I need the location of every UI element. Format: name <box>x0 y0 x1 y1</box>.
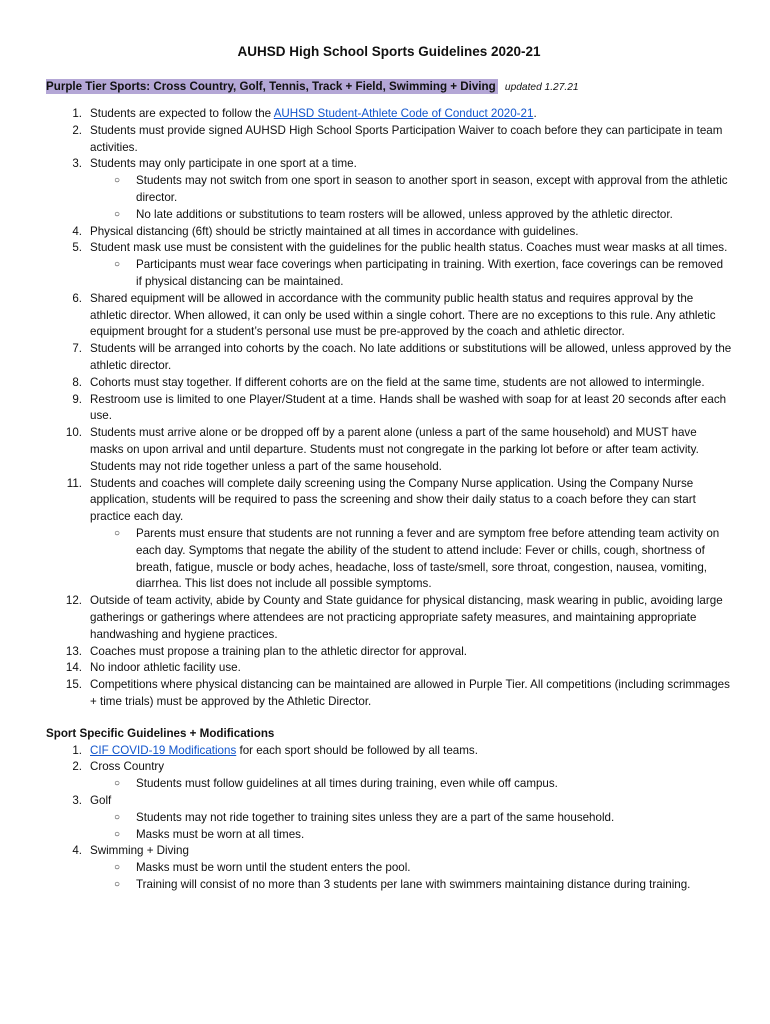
list-number: 1. <box>72 107 82 120</box>
list-item <box>46 156 732 173</box>
item-text: Students are expected to follow the <box>90 107 274 120</box>
item-text: Physical distancing (6ft) should be strictly maintained at all times in accordance with guidelines. <box>90 224 579 238</box>
list-item <box>46 677 732 711</box>
list-item <box>46 793 732 810</box>
item-text: Student mask use must be consistent with the guidelines for the public health status. Coaches must wear masks at all times. <box>90 241 728 255</box>
list-number: 4. <box>72 224 82 238</box>
list-number: 15. <box>65 678 82 692</box>
item-text: Coaches must propose a training plan to the athletic director for approval. <box>90 644 468 658</box>
sub-item-text: Parents must ensure that students are not running a fever and are symptom free before attending team activity on each day. Symptoms that negate the ability of the student to attend include: Fever or chills, cough, shortness of breath, fatigue, muscle or body aches, headache, loss of taste/smell, sore throat, congestion, nausea, vomiting, diarrhea. This list does not include all possible symptoms. <box>136 526 720 591</box>
list-number: 5. <box>72 241 82 255</box>
item-text: Outside of team activity, abide by County and State guidance for physical distancing, mask wearing in public, avoiding large gatherings or gatherings where attendees are not practicing appropriate safety measures, and maintaining appropriate handwashing and hygiene practices. <box>90 594 723 641</box>
list-number: 2. <box>72 123 82 137</box>
guidelines-list <box>46 106 732 711</box>
sub-item-text: Participants must wear face coverings when participating in training. With exertion, face coverings can be removed if physical distancing can be maintained. <box>136 258 724 288</box>
list-number: 4. <box>72 844 82 858</box>
list-number: 2. <box>72 760 82 774</box>
item-text: Students will be arranged into cohorts by the coach. No late additions or substitutions will be allowed, unless approved by the athletic director. <box>90 342 732 372</box>
sub-list-item <box>46 877 732 894</box>
item-text: Restroom use is limited to one Player/Student at a time. Hands shall be washed with soap for at least 20 seconds after each use. <box>90 392 727 423</box>
item-text: Swimming + Diving <box>90 844 189 858</box>
list-item <box>46 425 732 475</box>
sub-list-item <box>46 827 732 844</box>
sub-item-text: No late additions or substitutions to team rosters will be allowed, unless approved by the athletic director. <box>136 207 673 221</box>
list-number: 3. <box>72 157 82 171</box>
list-item <box>46 224 732 241</box>
circle-bullet-icon: ○ <box>114 527 121 539</box>
sub-list-item <box>46 526 732 593</box>
page-title: AUHSD High School Sports Guidelines 2020-21 <box>237 44 541 59</box>
updated-note: updated 1.27.21 <box>504 82 579 93</box>
circle-bullet-icon: ○ <box>114 778 121 790</box>
list-item <box>46 106 732 123</box>
list-number: 8. <box>72 375 82 389</box>
list-number: 11. <box>66 476 82 490</box>
list-item <box>46 743 732 760</box>
item-text: Students and coaches will complete daily screening using the Company Nurse application. Using the Company Nurse application, students will be required to pass the screening and show their daily status to a coach before they can start practice each day. <box>90 476 696 524</box>
list-number: 6. <box>72 291 82 305</box>
list-number: 1. <box>72 743 82 757</box>
sub-item-text: Students may not ride together to training sites unless they are a part of the same household. <box>136 810 615 824</box>
sub-list-item <box>46 173 732 207</box>
list-item <box>46 240 732 257</box>
list-item <box>46 759 732 776</box>
circle-bullet-icon: ○ <box>114 175 121 187</box>
list-item <box>46 644 732 661</box>
document-link[interactable]: AUHSD Student-Athlete Code of Conduct 2020-21 <box>273 107 534 120</box>
sport-specific-list <box>46 743 732 894</box>
list-item <box>46 375 732 392</box>
sub-item-text: Masks must be worn at all times. <box>136 827 305 841</box>
list-item <box>46 341 732 375</box>
sub-item-text: Masks must be worn until the student enters the pool. <box>136 861 411 875</box>
circle-bullet-icon: ○ <box>114 862 121 874</box>
list-number: 10. <box>65 426 82 440</box>
list-item <box>46 392 732 426</box>
sub-list-item <box>46 860 732 877</box>
list-number: 12. <box>65 594 82 608</box>
item-text: Cohorts must stay together. If different cohorts are on the field at the same time, students are not allowed to intermingle. <box>90 375 705 389</box>
sub-item-text: Students may not switch from one sport in season to another sport in season, except with approval from the athletic director. <box>136 174 728 204</box>
tier-heading: Purple Tier Sports: Cross Country, Golf, Tennis, Track + Field, Swimming + Diving <box>46 80 496 93</box>
list-item <box>46 593 732 643</box>
list-number: 13. <box>65 644 82 658</box>
item-text: . <box>533 107 537 120</box>
list-number: 14. <box>65 661 82 675</box>
item-text: Shared equipment will be allowed in accordance with the community public health status and requires approval by the athletic director. When allowed, it can only be used within a single cohort. There are no exceptions to this rule. Any athletic equipment brought for a student’s personal use must be pre-approved by the coach and athletic director. <box>90 291 716 339</box>
list-number: 3. <box>72 794 82 808</box>
list-item <box>46 291 732 341</box>
list-item <box>46 843 732 860</box>
tier-heading-row <box>46 79 732 96</box>
list-number: 9. <box>72 392 82 406</box>
circle-bullet-icon: ○ <box>114 828 121 840</box>
item-text: Golf <box>90 794 112 808</box>
list-item <box>46 660 732 677</box>
item-text: for each sport should be followed by all teams. <box>236 743 478 757</box>
list-item <box>46 476 732 526</box>
circle-bullet-icon: ○ <box>114 208 121 220</box>
sub-list-item <box>46 257 732 291</box>
item-text: Students must arrive alone or be dropped off by a parent alone (unless a part of the same household) and MUST have masks on upon arrival and until departure. Students must not congregate in the parking lot before or after team activity. Students may not ride together unless a part of the same household. <box>90 426 699 473</box>
item-text: Students may only participate in one sport at a time. <box>90 157 357 171</box>
sub-list-item <box>46 207 732 224</box>
circle-bullet-icon: ○ <box>114 259 121 271</box>
item-text: Competitions where physical distancing can be maintained are allowed in Purple Tier. All competitions (including scrimmages + time trials) must be approved by the Athletic Director. <box>90 678 730 708</box>
list-number: 7. <box>72 342 82 356</box>
sub-item-text: Students must follow guidelines at all times during training, even while off campus. <box>136 777 558 791</box>
list-item <box>46 123 732 157</box>
section-heading-sport-specific: Sport Specific Guidelines + Modifications <box>46 726 275 740</box>
sub-list-item <box>46 810 732 827</box>
document-link[interactable]: CIF COVID-19 Modifications <box>90 743 237 757</box>
item-text: No indoor athletic facility use. <box>90 661 241 675</box>
sub-list-item <box>46 776 732 793</box>
item-text: Students must provide signed AUHSD High School Sports Participation Waiver to coach before they can participate in team activities. <box>90 123 723 154</box>
sub-item-text: Training will consist of no more than 3 students per lane with swimmers maintaining distance during training. <box>136 878 691 892</box>
item-text: Cross Country <box>90 760 165 774</box>
circle-bullet-icon: ○ <box>114 811 121 823</box>
circle-bullet-icon: ○ <box>114 879 121 891</box>
